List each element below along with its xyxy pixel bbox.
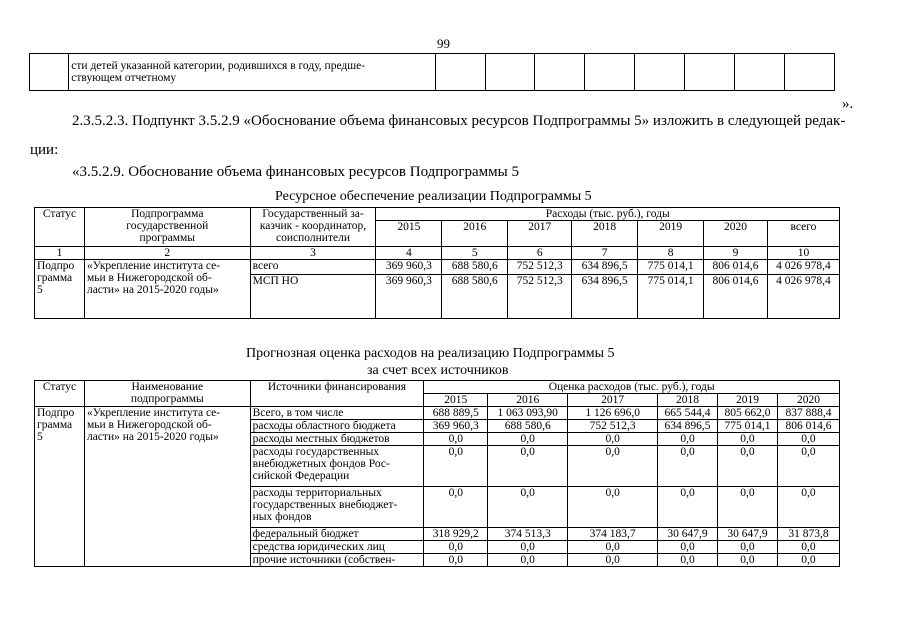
t1-col-number: 4 <box>376 247 442 260</box>
t1-year: 2020 <box>704 221 768 247</box>
t2-cell: 0,0 <box>777 487 839 528</box>
t2-row-label: расходы областного бюджета <box>250 420 424 433</box>
t2-cell: 1 126 696,0 <box>568 407 658 420</box>
t2-status: Подпро грамма 5 <box>35 407 85 567</box>
t1-cell: 752 512,3 <box>508 260 572 275</box>
t2-cell: 0,0 <box>488 433 568 446</box>
amendment-paragraph-line1: 2.3.5.2.3. Подпункт 3.5.2.9 «Обоснование объема финансовых ресурсов Подпрограммы 5» изложить в следующей редак- <box>72 113 846 129</box>
t2-cell: 688 580,6 <box>488 420 568 433</box>
t2-year: 2020 <box>777 394 839 407</box>
t2-cell: 806 014,6 <box>777 420 839 433</box>
t2-row-label: расходы местных бюджетов <box>250 433 424 446</box>
t1-cell: 806 014,6 <box>704 260 768 275</box>
t1-col-number: 3 <box>250 247 376 260</box>
t1-cell: 634 896,5 <box>572 260 638 275</box>
t2-cell: 805 662,0 <box>718 407 778 420</box>
table2-caption-line1: Прогнозная оценка расходов на реализацию Подпрограммы 5 <box>246 346 615 361</box>
page-number: 99 <box>437 36 450 51</box>
t2-cell: 0,0 <box>424 446 488 487</box>
t1-cell: 4 026 978,4 <box>767 260 839 275</box>
t2-cell: 665 544,4 <box>658 407 718 420</box>
t1-year: 2018 <box>572 221 638 247</box>
t2-cell: 0,0 <box>488 446 568 487</box>
t2-year: 2019 <box>718 394 778 407</box>
t2-cell: 0,0 <box>658 446 718 487</box>
t2-cell: 0,0 <box>658 433 718 446</box>
t2-cell: 369 960,3 <box>424 420 488 433</box>
fragment-line1: сти детей указанной категории, родившихся в году, предше- <box>71 60 366 72</box>
closing-quote: ». <box>842 96 854 112</box>
t2-cell: 0,0 <box>424 541 488 554</box>
t2-cell: 0,0 <box>718 487 778 528</box>
t2-cell: 0,0 <box>424 487 488 528</box>
t2-cell: 31 873,8 <box>777 528 839 541</box>
t2-cell: 318 929,2 <box>424 528 488 541</box>
t2-header-name: Наименование подпрограммы <box>84 381 250 407</box>
t1-col-number: 7 <box>572 247 638 260</box>
t2-cell: 0,0 <box>777 446 839 487</box>
table2-caption-line2: за счет всех источников <box>367 363 509 378</box>
t1-year: 2015 <box>376 221 442 247</box>
t2-year: 2015 <box>424 394 488 407</box>
t2-cell: 0,0 <box>777 554 839 567</box>
t1-year: 2017 <box>508 221 572 247</box>
t2-cell: 30 647,9 <box>658 528 718 541</box>
t1-cell: 4 026 978,4 <box>767 275 839 319</box>
t1-year: 2019 <box>638 221 704 247</box>
t1-header-program: Подпрограмма государственной программы <box>84 208 250 247</box>
t1-header-customer: Государственный за- казчик - координатор, соисполнители <box>250 208 376 247</box>
t1-row-label: всего <box>250 260 376 275</box>
t1-program-name: «Укрепление института се- мьи в Нижегородской об- ласти» на 2015-2020 годы» <box>84 260 250 319</box>
t1-header-status: Статус <box>35 208 85 247</box>
resource-table <box>34 207 840 319</box>
t1-cell: 806 014,6 <box>704 275 768 319</box>
t1-header-expenses: Расходы (тыс. руб.), годы <box>376 208 840 221</box>
t2-cell: 0,0 <box>424 433 488 446</box>
t2-year: 2018 <box>658 394 718 407</box>
t2-cell: 0,0 <box>658 487 718 528</box>
t2-cell: 0,0 <box>424 554 488 567</box>
t2-year: 2016 <box>488 394 568 407</box>
t2-cell: 1 063 093,90 <box>488 407 568 420</box>
t2-cell: 0,0 <box>718 554 778 567</box>
t2-cell: 374 183,7 <box>568 528 658 541</box>
t2-year: 2017 <box>568 394 658 407</box>
t1-col-number: 1 <box>35 247 85 260</box>
t2-cell: 0,0 <box>718 446 778 487</box>
t2-row-label: федеральный бюджет <box>250 528 424 541</box>
t1-cell: 752 512,3 <box>508 275 572 319</box>
t2-row-label: расходы государственных внебюджетных фондов Рос- сийской Федерации <box>250 446 424 487</box>
t2-cell: 0,0 <box>488 541 568 554</box>
t2-row-label: Всего, в том числе <box>250 407 424 420</box>
t2-cell: 688 889,5 <box>424 407 488 420</box>
t2-cell: 0,0 <box>568 554 658 567</box>
t1-row-label: МСП НО <box>250 275 376 319</box>
t1-col-number: 8 <box>638 247 704 260</box>
t2-cell: 0,0 <box>718 541 778 554</box>
t1-col-number: 6 <box>508 247 572 260</box>
t2-program-name: «Укрепление института се- мьи в Нижегородской об- ласти» на 2015-2020 годы» <box>84 407 250 567</box>
t1-col-number: 5 <box>442 247 508 260</box>
t2-row-label: прочие источники (собствен- <box>250 554 424 567</box>
t2-cell: 0,0 <box>488 554 568 567</box>
previous-table-fragment <box>29 53 835 91</box>
t2-header-status: Статус <box>35 381 85 407</box>
t2-cell: 752 512,3 <box>568 420 658 433</box>
t1-col-number: 9 <box>704 247 768 260</box>
t2-cell: 0,0 <box>488 487 568 528</box>
t1-year: 2016 <box>442 221 508 247</box>
t1-cell: 775 014,1 <box>638 260 704 275</box>
t2-cell: 30 647,9 <box>718 528 778 541</box>
t2-cell: 0,0 <box>568 487 658 528</box>
section-heading: «3.5.2.9. Обоснование объема финансовых ресурсов Подпрограммы 5 <box>72 164 519 180</box>
t2-cell: 837 888,4 <box>777 407 839 420</box>
t2-cell: 0,0 <box>568 446 658 487</box>
t2-cell: 0,0 <box>658 554 718 567</box>
t1-cell: 775 014,1 <box>638 275 704 319</box>
t1-cell: 369 960,3 <box>376 275 442 319</box>
t1-col-number: 2 <box>84 247 250 260</box>
t2-row-label: средства юридических лиц <box>250 541 424 554</box>
t2-cell: 775 014,1 <box>718 420 778 433</box>
t2-cell: 0,0 <box>777 433 839 446</box>
t1-cell: 369 960,3 <box>376 260 442 275</box>
fragment-line2: ствующем отчетному <box>71 72 177 84</box>
t1-col-number: 10 <box>767 247 839 260</box>
t1-year-total: всего <box>767 221 839 247</box>
t2-cell: 0,0 <box>718 433 778 446</box>
t2-header-estimate: Оценка расходов (тыс. руб.), годы <box>424 381 840 394</box>
t2-cell: 634 896,5 <box>658 420 718 433</box>
t1-status: Подпро грамма 5 <box>35 260 85 319</box>
table1-caption: Ресурсное обеспечение реализации Подпрограммы 5 <box>275 189 592 204</box>
t2-header-sources: Источники финансирования <box>250 381 424 407</box>
t1-cell: 634 896,5 <box>572 275 638 319</box>
t1-cell: 688 580,6 <box>442 260 508 275</box>
t2-cell: 0,0 <box>777 541 839 554</box>
t2-cell: 0,0 <box>568 433 658 446</box>
t2-row-label: расходы территориальных государственных внебюджет- ных фондов <box>250 487 424 528</box>
amendment-paragraph-line2: ции: <box>30 142 59 158</box>
forecast-table <box>34 380 840 567</box>
t2-cell: 0,0 <box>658 541 718 554</box>
t1-cell: 688 580,6 <box>442 275 508 319</box>
t2-cell: 374 513,3 <box>488 528 568 541</box>
t2-cell: 0,0 <box>568 541 658 554</box>
